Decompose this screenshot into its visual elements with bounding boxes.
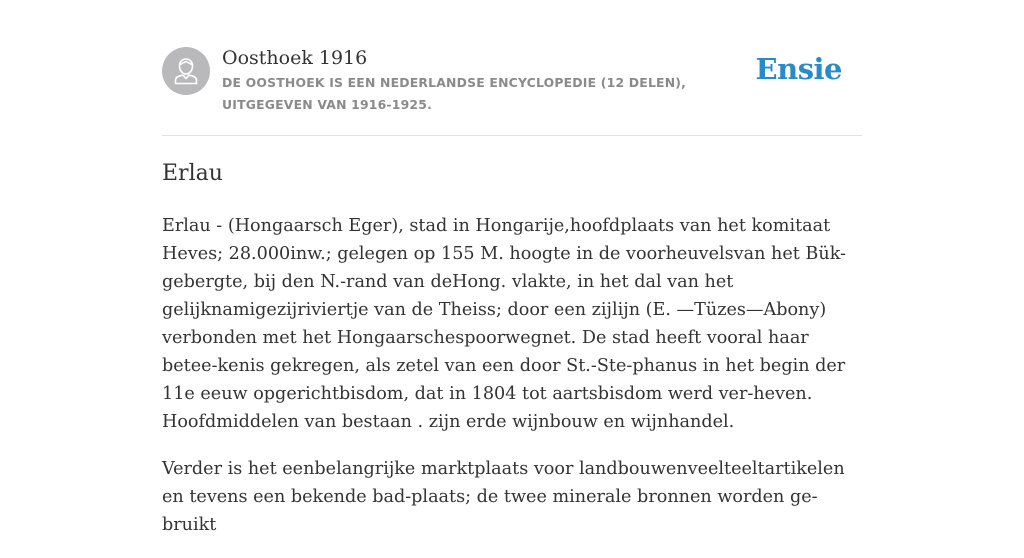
avatar[interactable]	[162, 47, 210, 95]
article-title: Erlau	[162, 161, 223, 186]
article-paragraph: Verder is het eenbelangrijke marktplaats voor landbouwenveelteeltartikelen en tevens een bekende bad-plaats; de twee minerale bronnen worden ge-bruikt	[162, 459, 845, 535]
ensie-logo[interactable]: Ensie	[755, 52, 842, 86]
source-description: DE OOSTHOEK IS EEN NEDERLANDSE ENCYCLOPEDIE (12 DELEN), UITGEGEVEN VAN 1916-1925.	[222, 75, 687, 112]
header-divider	[162, 135, 862, 136]
article-body	[162, 212, 868, 558]
user-icon	[162, 47, 210, 95]
source-title[interactable]: Oosthoek 1916	[222, 47, 368, 69]
source-header	[162, 45, 862, 135]
article-paragraph: Erlau - (Hongaarsch Eger), stad in Hongarije,hoofdplaats van het komitaat Heves; 28.000inw.; gelegen op 155 M. hoogte in de voorheuvelsvan het Bük-gebergte, bij den N.-rand van deHong. vlakte, in het dal van het gelijknamigezijriviertje van de Theiss; door een zijlijn (E. —Tüzes—Abony) verbonden met het Hongaarschespoorwegnet. De stad heeft vooral haar betee-kenis gekregen, als zetel van een door St.-Ste-phanus in het begin der 11e eeuw opgerichtbisdom, dat in 1804 tot aartsbisdom werd ver-heven. Hoofdmiddelen van bestaan . zijn erde wijnbouw en wijnhandel.	[162, 216, 846, 432]
